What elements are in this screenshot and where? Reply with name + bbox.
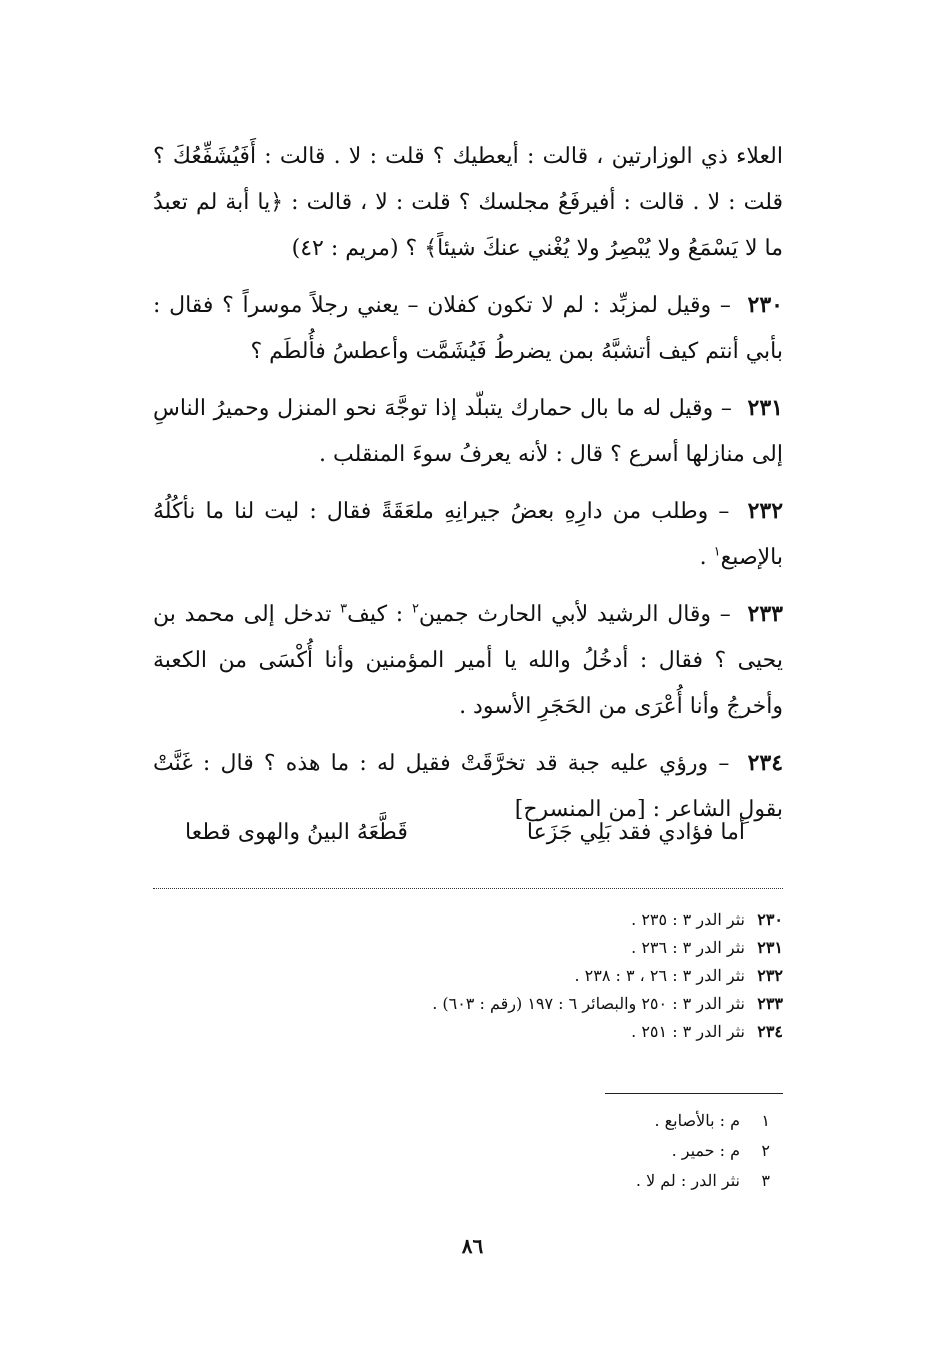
source-line — [153, 934, 783, 962]
source-line — [153, 962, 783, 990]
footnote-marker: ١ — [713, 544, 721, 560]
paragraph-text: – وقيل له ما بال حمارك يتبلّد إذا توجَّهَ نحو المنزل وحميرُ الناسِ إلى منازلها أسرع ؟ قال : لأنه يعرفُ سوءَ المنقلب . — [153, 396, 783, 467]
source-text: نثر الدر ٣ : ٢٥١ . — [631, 1022, 745, 1041]
paragraph-text: العلاء ذي الوزارتين ، قالت : أيعطيك ؟ قلت : لا . قالت : أَفَيُشَفِّعُكَ ؟ قلت : لا . قالت : أفيرفَعُ مجلسك ؟ قلت : لا ، قالت : ﴿يا أبة لم تعبدُ ما لا يَسْمَعُ ولا يُبْصِرُ ولا يُغْني عنكَ شيئاً﴾ ؟ (مريم : ٤٢) — [153, 144, 783, 261]
paragraph-number: ٢٣٤ — [747, 750, 784, 776]
paragraph-tail: تدخل إلى محمد بن يحيى ؟ فقال : أدخُلُ والله يا أمير المؤمنين وأنا أُكْسَى من الكعبة وأخرجُ وأنا أُعْرَى من الحَجَرِ الأسود . — [153, 602, 783, 719]
paragraph-number: ٢٣٣ — [747, 601, 783, 627]
paragraph-text: – وطلب من دارِهِ بعضُ جيرانِهِ ملعَقَةً فقال : ليت لنا ما نأكُلُهُ بالإصبع — [153, 499, 783, 570]
source-text: نثر الدر ٣ : ٢٣٥ . — [631, 910, 745, 929]
source-line — [153, 990, 783, 1018]
footnote-line — [470, 1136, 770, 1166]
main-text — [153, 134, 783, 843]
footnote-line — [470, 1166, 770, 1196]
paragraph-tail: . — [699, 545, 714, 570]
source-number: ٢٣٣ — [757, 994, 783, 1013]
paragraph-231 — [153, 385, 783, 478]
paragraph-233 — [153, 591, 783, 730]
paragraph-text: – ورؤي عليه جبة قد تخرَّقَتْ فقيل له : ما هذه ؟ قال : غَنَّتْ بقولِ الشاعر : [من المنسرح] — [153, 751, 783, 822]
verse-second-hemistich: قَطَّعَهُ البينُ والهوى قطعا — [185, 820, 408, 845]
footnote-text: نثر الدر : لم لا . — [635, 1171, 740, 1190]
footnote-marker: ٢ — [411, 601, 419, 617]
footnote-separator — [605, 1093, 783, 1094]
footnote-number: ٣ — [761, 1171, 770, 1190]
footnotes — [470, 1106, 770, 1196]
source-references — [153, 906, 783, 1046]
source-text: نثر الدر ٣ : ٢٥٠ والبصائر ٦ : ١٩٧ (رقم : ٦٠٣) . — [432, 994, 745, 1013]
paragraph-mid: : كيف — [347, 602, 412, 627]
paragraph-230 — [153, 282, 783, 375]
paragraph-text: – وقال الرشيد لأبي الحارث جمين — [418, 602, 731, 627]
source-line — [153, 1018, 783, 1046]
footnote-number: ٢ — [761, 1141, 770, 1160]
footnote-line — [470, 1106, 770, 1136]
paragraph-number: ٢٣٠ — [747, 292, 783, 318]
page-number: ٨٦ — [461, 1234, 484, 1258]
verse-first-hemistich: أما فؤادي فقد بَلِي جَزَعا — [526, 820, 745, 845]
source-number: ٢٣٢ — [757, 966, 783, 985]
footnote-number: ١ — [761, 1111, 770, 1130]
source-number: ٢٣٠ — [757, 910, 783, 929]
footnote-text: م : بالأصابع . — [654, 1111, 740, 1130]
dotted-separator — [153, 888, 783, 889]
source-text: نثر الدر ٣ : ٢٣٦ . — [631, 938, 745, 957]
paragraph-continuation — [153, 134, 783, 272]
source-number: ٢٣١ — [757, 938, 783, 957]
source-text: نثر الدر ٣ : ٢٦ ، ٣ : ٢٣٨ . — [574, 966, 745, 985]
paragraph-number: ٢٣١ — [747, 395, 783, 421]
paragraph-number: ٢٣٢ — [747, 498, 784, 524]
footnote-marker: ٣ — [340, 601, 348, 617]
paragraph-232 — [153, 488, 783, 581]
poetry-verse — [185, 820, 745, 845]
source-line — [153, 906, 783, 934]
footnote-text: م : حمير . — [671, 1141, 740, 1160]
paragraph-text: – وقيل لمزبِّد : لم لا تكون كفلان – يعني رجلاً موسراً ؟ فقال : بأبي أنتم كيف أتشبَّهُ بمن يضرطُ فَيُشَمَّت وأعطسُ فأُلطَم ؟ — [153, 293, 783, 364]
source-number: ٢٣٤ — [757, 1022, 783, 1041]
